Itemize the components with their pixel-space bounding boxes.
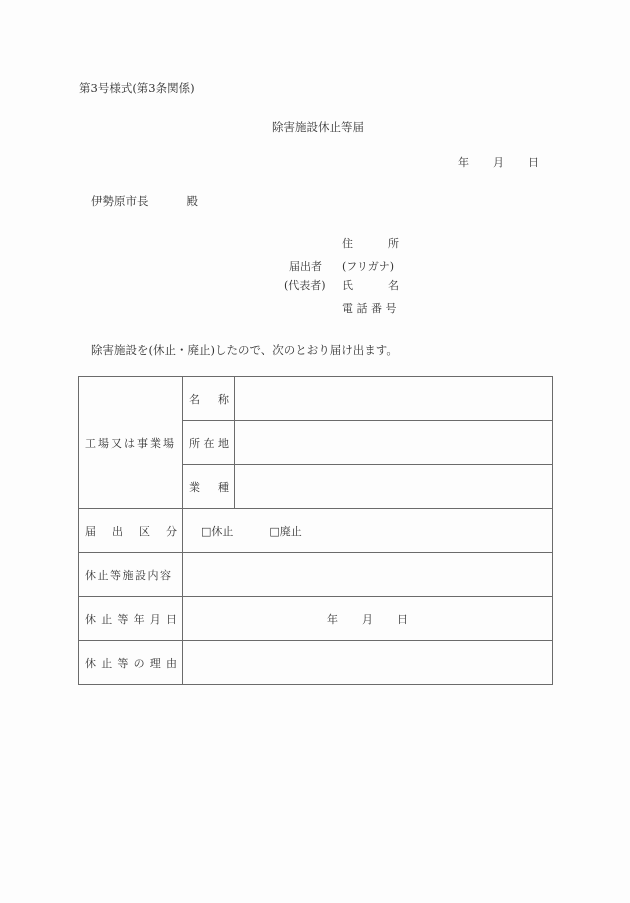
reason-label-cell: 休 止 等 の 理 由 (79, 641, 183, 685)
factory-label-cell (79, 377, 183, 509)
furigana-label: (フリガナ) (342, 260, 395, 273)
notification-table (78, 376, 553, 685)
address-label-2: 所 (388, 237, 399, 250)
location-field[interactable] (235, 421, 553, 465)
day-label: 日 (528, 156, 539, 169)
form-number: 第3号様式(第3条関係) (79, 81, 195, 95)
honorific: 殿 (186, 194, 198, 208)
address-label-1: 住 (342, 237, 353, 250)
date-label-cell: 休 止 等 年 月 日 (79, 597, 183, 641)
phone-label: 電 話 番 号 (342, 302, 397, 315)
facility-content-label-cell: 休止等施設内容 (79, 553, 183, 597)
document-title: 除害施設休止等届 (272, 120, 364, 134)
notification-type-label-cell: 届 出 区 分 (79, 509, 183, 553)
addressee (91, 193, 198, 209)
facility-content-field[interactable] (183, 553, 553, 597)
name-label-cell: 名 称 (183, 377, 235, 421)
submission-date (458, 154, 539, 170)
industry-label-cell: 業 種 (183, 465, 235, 509)
addressee-name: 伊勢原市長 (91, 194, 149, 208)
location-label-cell: 所 在 地 (183, 421, 235, 465)
reason-field[interactable] (183, 641, 553, 685)
representative-label: (代表者) (284, 279, 326, 292)
notifier-label: 届出者 (289, 260, 322, 273)
name-field[interactable] (235, 377, 553, 421)
suspend-checkbox[interactable]: □休止 (201, 524, 234, 538)
abolish-checkbox[interactable]: □廃止 (269, 524, 302, 538)
name-label-1: 氏 (342, 279, 353, 292)
factory-label: 工場又は事業場 (85, 436, 176, 450)
statement: 除害施設を(休止・廃止)したので、次のとおり届け出ます。 (91, 343, 398, 357)
name-label-2: 名 (388, 279, 399, 292)
industry-field[interactable] (235, 465, 553, 509)
month-label: 月 (493, 156, 504, 169)
year-label: 年 (458, 156, 469, 169)
notification-type-options (183, 509, 553, 553)
suspension-date-field[interactable]: 年 月 日 (183, 597, 553, 641)
